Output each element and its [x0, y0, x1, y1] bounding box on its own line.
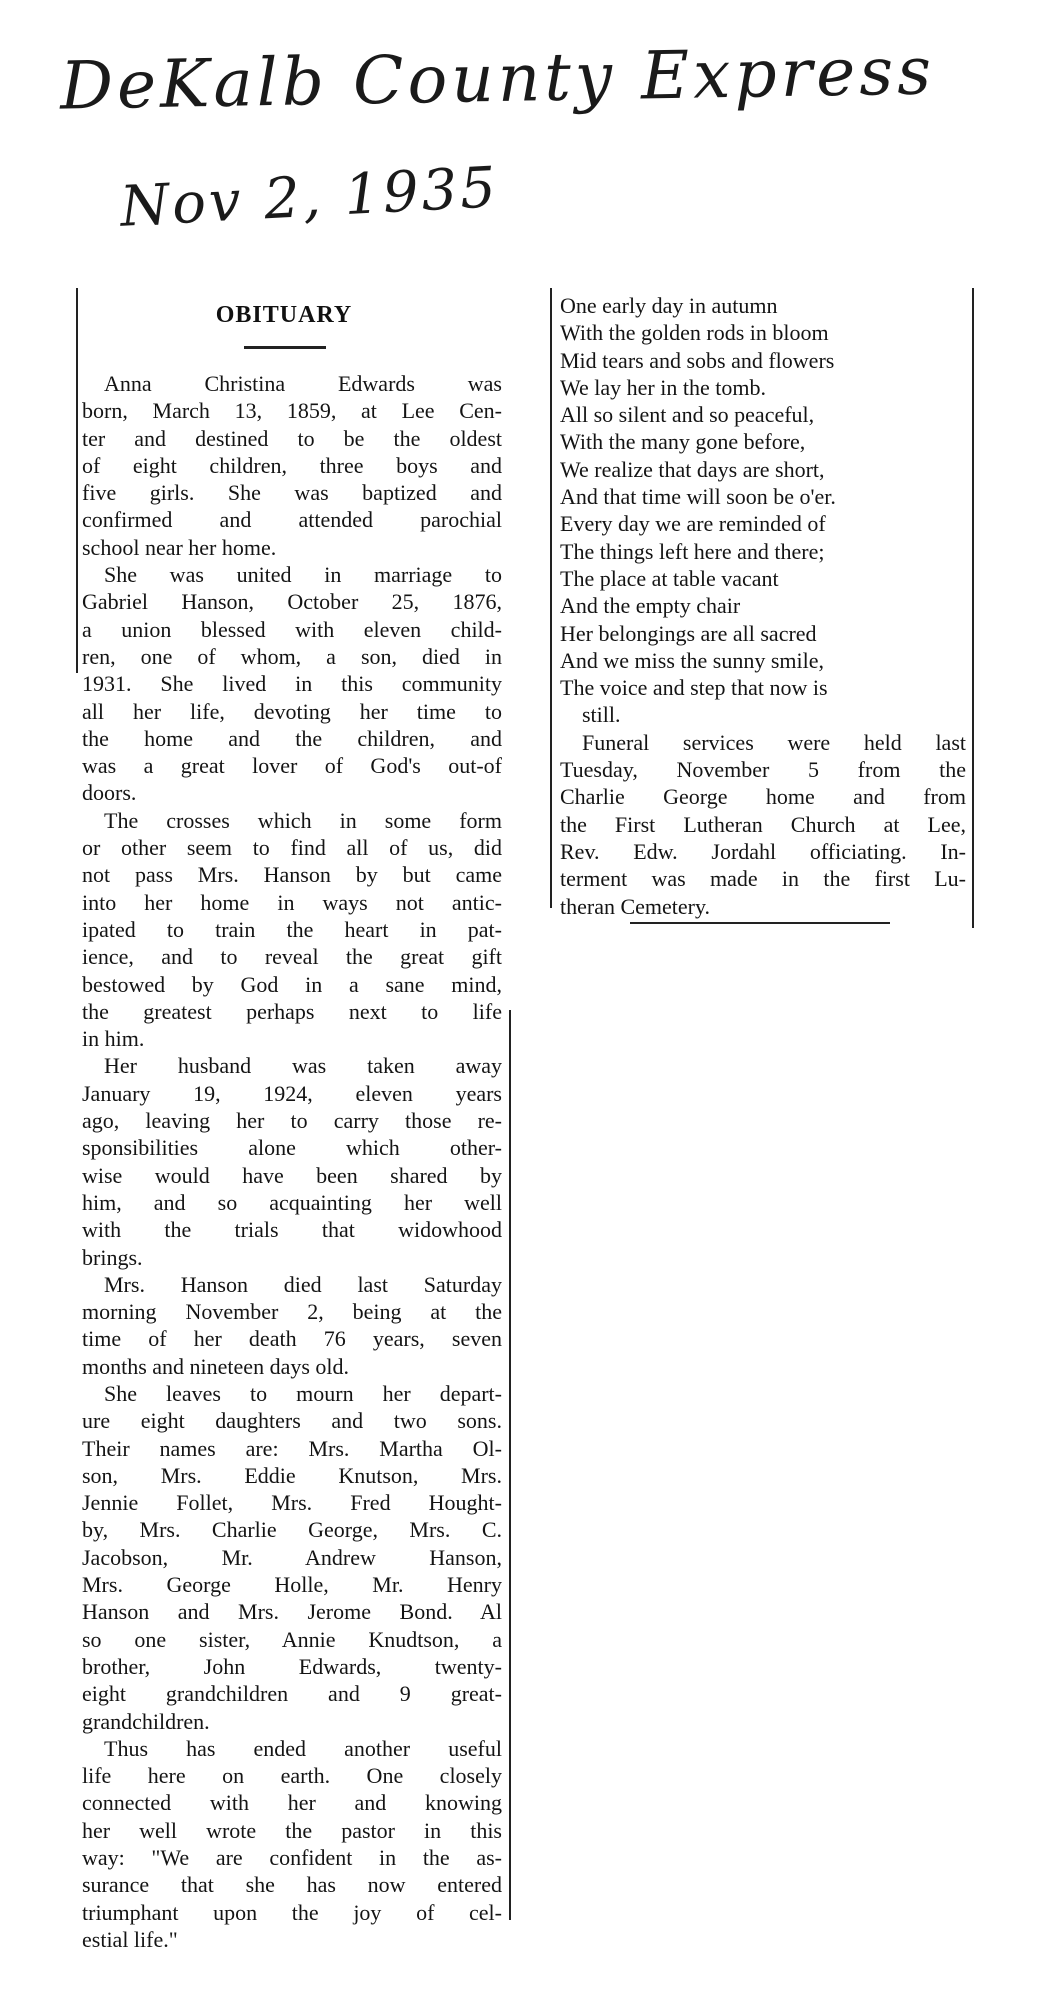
left-column-line: Thus has ended another useful: [104, 1735, 502, 1761]
left-column-line: confirmed and attended parochial: [82, 507, 502, 533]
left-column-line: brother, John Edwards, twenty-: [82, 1653, 502, 1679]
left-column-line: Their names are: Mrs. Martha Ol-: [82, 1435, 502, 1461]
left-column-line: Mrs. Hanson died last Saturday: [104, 1271, 502, 1297]
right-column-line: We lay her in the tomb.: [560, 374, 766, 400]
left-column-line: her well wrote the pastor in this: [82, 1817, 502, 1843]
right-column-line: Every day we are reminded of: [560, 511, 826, 537]
right-column-line: Funeral services were held last: [582, 729, 966, 755]
right-column-line: We realize that days are short,: [560, 456, 825, 482]
left-column-line: connected with her and knowing: [82, 1790, 502, 1816]
left-column-line: the greatest perhaps next to life: [82, 998, 502, 1024]
left-column-line: Jacobson, Mr. Andrew Hanson,: [82, 1544, 502, 1570]
obituary-right-column: [560, 292, 966, 920]
left-column-line: in him.: [82, 1026, 145, 1052]
left-column-line: sponsibilities alone which other-: [82, 1135, 502, 1161]
left-column-line: of eight children, three boys and: [82, 452, 502, 478]
left-column-line: ience, and to reveal the great gift: [82, 944, 502, 970]
left-column-line: life here on earth. One closely: [82, 1763, 502, 1789]
left-column-line: or other seem to find all of us, did: [82, 835, 502, 861]
left-column-line: Anna Christina Edwards was: [104, 371, 502, 396]
left-column-line: morning November 2, being at the: [82, 1299, 502, 1325]
left-column-line: triumphant upon the joy of cel-: [82, 1899, 502, 1925]
left-column-line: surance that she has now entered: [82, 1872, 502, 1898]
left-column-line: the home and the children, and: [82, 725, 502, 751]
left-column-line: wise would have been shared by: [82, 1162, 502, 1188]
left-column-line: eight grandchildren and 9 great-: [82, 1681, 502, 1707]
handwritten-newspaper-title: DeKalb County Express: [59, 32, 936, 125]
left-column-line: 1931. She lived in this community: [82, 671, 502, 697]
left-column-line: a union blessed with eleven child-: [82, 616, 502, 642]
left-column-line: Her husband was taken away: [104, 1053, 502, 1079]
right-column-line: The voice and step that now is: [560, 675, 828, 701]
left-column-line: She leaves to mourn her depart-: [104, 1380, 502, 1406]
left-column-line: Jennie Follet, Mrs. Fred Hought-: [82, 1490, 502, 1516]
right-column-line: And the empty chair: [560, 593, 741, 619]
column-rule-right-inner: [550, 288, 552, 908]
right-column-line: Tuesday, November 5 from the: [560, 757, 966, 783]
column-rule-left-top: [76, 288, 78, 673]
left-column-line: time of her death 76 years, seven: [82, 1326, 502, 1352]
left-column-line: him, and so acquainting her well: [82, 1189, 502, 1215]
left-column-line: bestowed by God in a sane mind,: [82, 971, 502, 997]
right-column-line: With the many gone before,: [560, 429, 806, 455]
left-column-line: months and nineteen days old.: [82, 1353, 350, 1379]
left-column-line: ipated to train the heart in pat-: [82, 916, 502, 942]
right-column-line: Charlie George home and from: [560, 784, 966, 810]
left-column-line: into her home in ways not antic-: [82, 889, 502, 915]
left-column-line: brings.: [82, 1244, 143, 1270]
left-column-line: She was united in marriage to: [104, 562, 502, 588]
handwritten-date: Nov 2, 1935: [118, 155, 501, 240]
right-column-line: One early day in autumn: [560, 293, 778, 318]
left-column-line: not pass Mrs. Hanson by but came: [82, 862, 502, 888]
left-column-line: school near her home.: [82, 534, 277, 560]
right-column-line: The things left here and there;: [560, 538, 825, 564]
left-column-line: estial life.": [82, 1926, 178, 1952]
column-rule-left-bottom: [509, 1010, 511, 1920]
left-column-line: Mrs. George Holle, Mr. Henry: [82, 1572, 502, 1598]
left-column-line: by, Mrs. Charlie George, Mrs. C.: [82, 1517, 502, 1543]
right-column-line: And that time will soon be o'er.: [560, 484, 836, 510]
left-column-line: ure eight daughters and two sons.: [82, 1408, 502, 1434]
heading-underline: [244, 346, 326, 349]
left-column-line: with the trials that widowhood: [82, 1217, 502, 1243]
right-column-line: Her belongings are all sacred: [560, 620, 817, 646]
right-column-line: Rev. Edw. Jordahl officiating. In-: [560, 838, 966, 864]
left-column-line: so one sister, Annie Knudtson, a: [82, 1626, 502, 1652]
right-column-line: Mid tears and sobs and flowers: [560, 347, 835, 373]
left-column-line: grandchildren.: [82, 1708, 210, 1734]
obituary-heading: OBITUARY: [215, 302, 353, 328]
left-column-line: January 19, 1924, eleven years: [82, 1080, 502, 1106]
right-column-line: With the golden rods in bloom: [560, 320, 829, 346]
left-column-line: doors.: [82, 780, 137, 806]
left-column-line: was a great lover of God's out-of: [82, 753, 502, 779]
article-end-rule: [630, 922, 890, 924]
right-column-line: And we miss the sunny smile,: [560, 647, 824, 673]
right-column-line: The place at table vacant: [560, 565, 779, 591]
obituary-left-column: [82, 370, 502, 1953]
left-column-line: all her life, devoting her time to: [82, 698, 502, 724]
column-rule-right-outer: [972, 288, 974, 928]
right-column-line: All so silent and so peaceful,: [560, 402, 815, 428]
left-column-line: way: "We are confident in the as-: [82, 1845, 502, 1871]
left-column-line: Gabriel Hanson, October 25, 1876,: [82, 589, 502, 615]
left-column-line: ter and destined to be the oldest: [82, 425, 502, 451]
left-column-line: ren, one of whom, a son, died in: [82, 643, 502, 669]
left-column-line: five girls. She was baptized and: [82, 480, 502, 506]
right-column-line: the First Lutheran Church at Lee,: [560, 811, 966, 837]
right-column-line: theran Cemetery.: [560, 893, 711, 919]
left-column-line: The crosses which in some form: [104, 807, 502, 833]
left-column-line: born, March 13, 1859, at Lee Cen-: [82, 398, 502, 424]
left-column-line: Hanson and Mrs. Jerome Bond. Al: [82, 1599, 502, 1625]
right-column-line: still.: [582, 702, 621, 728]
left-column-line: ago, leaving her to carry those re-: [82, 1108, 502, 1134]
right-column-line: terment was made in the first Lu-: [560, 866, 966, 892]
left-column-line: son, Mrs. Eddie Knutson, Mrs.: [82, 1462, 502, 1488]
